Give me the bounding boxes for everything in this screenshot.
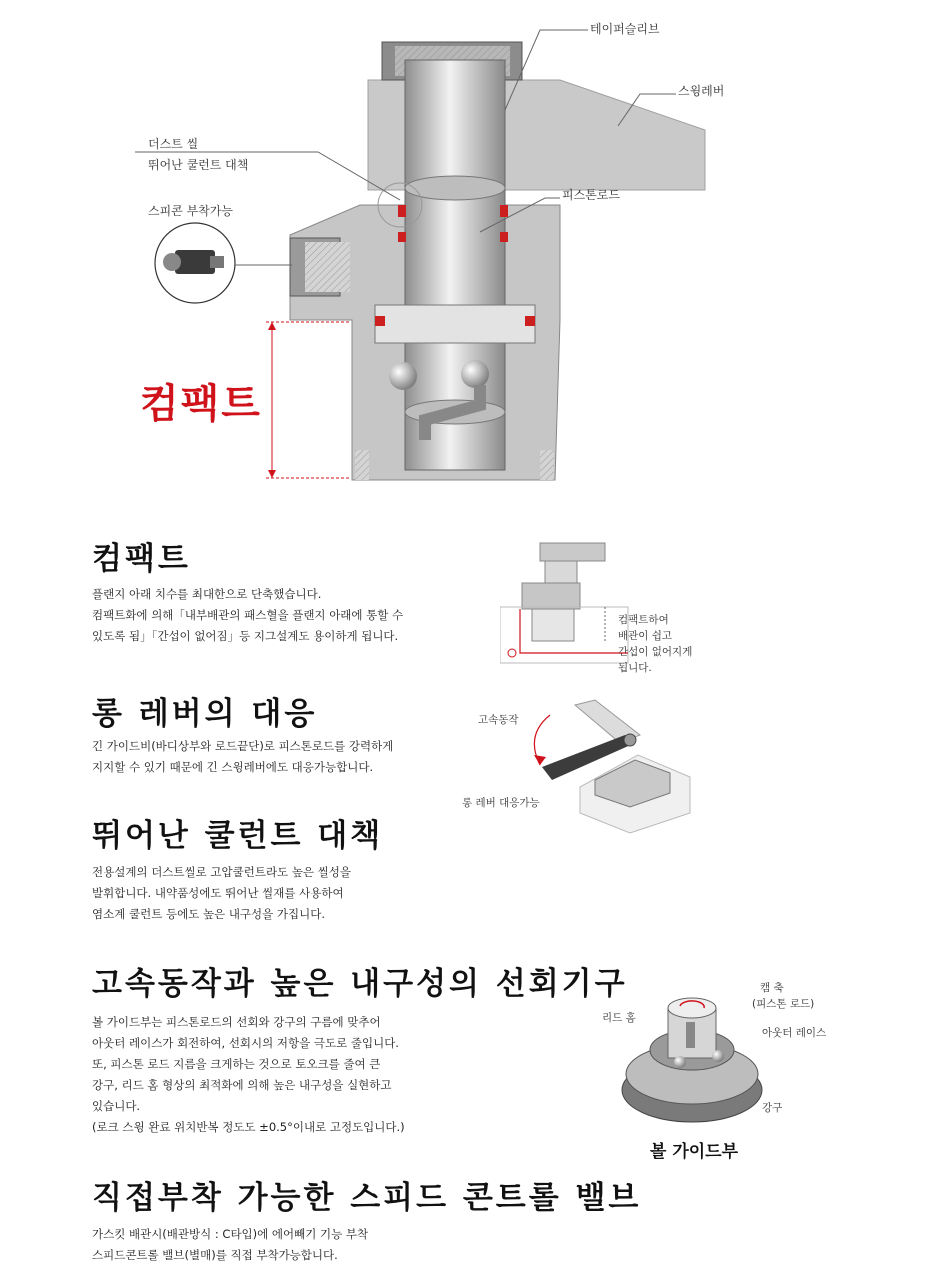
body-line: 가스킷 배관시(배관방식 : C타입)에 에어빼기 기능 부착 [92, 1227, 369, 1241]
section-title-long-lever: 롱 레버의 대응 [92, 696, 318, 732]
section-title-coolant: 뛰어난 쿨런트 대책 [92, 818, 384, 854]
section-title-speed-control: 직접부착 가능한 스피드 콘트롤 밸브 [92, 1180, 642, 1216]
body-line: (로크 스윙 완료 위치반복 정도도 ±0.5°이내로 고정도입니다.) [92, 1120, 405, 1134]
label-dust-seal: 더스트 씰 [148, 137, 199, 151]
body-line: 볼 가이드부는 피스톤로드의 선회와 강구의 구름에 맞추어 [92, 1015, 381, 1029]
body-line: 플랜지 아래 치수를 최대한으로 단축했습니다. [92, 587, 322, 601]
label-piston-rod: 피스톤로드 [562, 188, 620, 202]
body-line: 또, 피스톤 로드 지름을 크게하는 것으로 토오크를 줄여 큰 [92, 1057, 381, 1071]
body-line: 아웃터 레이스가 회전하여, 선회시의 저항을 극도로 줄입니다. [92, 1036, 399, 1050]
label-taper-sleeve: 테이퍼슬리브 [590, 22, 660, 36]
body-line: 긴 가이드비(바디상부와 로드끝단)로 피스톤로드를 강력하게 [92, 739, 394, 753]
label-cam-shaft: 캠 축 [760, 982, 784, 994]
compact-note-line: 됩니다. [618, 662, 652, 674]
compact-figure [500, 535, 630, 665]
body-line: 전용설계의 더스트씰로 고압쿨런트라도 높은 씰성을 [92, 865, 352, 879]
steel-ball-shape [389, 362, 417, 390]
compact-note-line: 간섭이 없어지게 [618, 646, 693, 658]
section-title-compact: 컴팩트 [92, 541, 191, 577]
long-lever-figure [520, 695, 700, 835]
ball-guide-caption: 볼 가이드부 [650, 1142, 739, 1162]
label-steel-ball: 강구 [762, 1102, 783, 1114]
body-line: 스피드콘트롤 밸브(별매)를 직접 부착가능합니다. [92, 1248, 338, 1262]
label-cam-shaft-sub: (피스톤 로드) [752, 998, 815, 1010]
label-coolant: 뛰어난 쿨런트 대책 [148, 158, 249, 172]
body-line: 지지할 수 있기 때문에 긴 스윙레버에도 대응가능합니다. [92, 760, 374, 774]
body-line: 컴팩트화에 의해「내부배관의 패스혈을 플랜지 아래에 통할 수 [92, 608, 404, 622]
body-line: 염소계 쿨런트 등에도 높은 내구성을 가집니다. [92, 907, 326, 921]
section-title-swing-mechanism: 고속동작과 높은 내구성의 선회기구 [92, 966, 628, 1002]
label-outer-race: 아웃터 레이스 [762, 1027, 827, 1039]
label-lead-groove: 리드 홈 [602, 1012, 636, 1024]
label-high-speed: 고속동작 [478, 714, 519, 726]
compact-note-line: 컴팩트하여 [618, 614, 669, 626]
body-line: 강구, 리드 홈 형상의 최적화에 의해 높은 내구성을 실현하고 [92, 1078, 392, 1092]
compact-big-label: 컴팩트 [140, 381, 262, 427]
label-swing-lever: 스윙레버 [678, 84, 725, 98]
body-line: 있도록 됨」「간섭이 없어짐」등 지그설계도 용이하게 됩니다. [92, 629, 399, 643]
ball-guide-figure [620, 990, 770, 1130]
body-line: 발휘합니다. 내약품성에도 뛰어난 씰재를 사용하여 [92, 886, 344, 900]
body-line: 있습니다. [92, 1099, 141, 1113]
compact-note-line: 배관이 쉽고 [618, 630, 673, 642]
label-long-lever: 롱 레버 대응가능 [462, 797, 540, 809]
label-speed-control: 스피콘 부착가능 [148, 204, 233, 218]
